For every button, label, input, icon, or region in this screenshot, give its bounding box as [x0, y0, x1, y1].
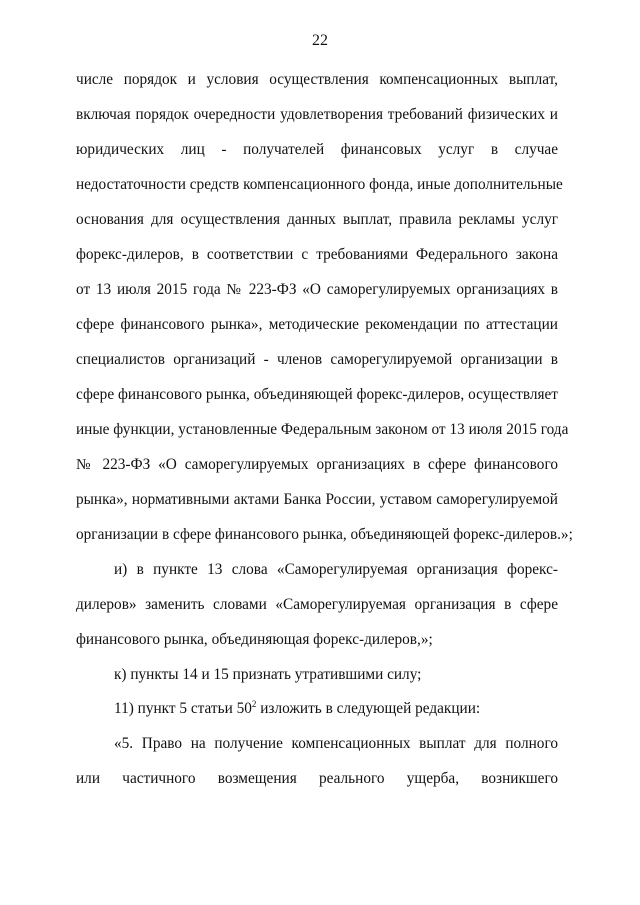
paragraph-1-line-4: недостаточности средств компенсационного фонда, иные дополнительные: [76, 176, 563, 193]
paragraph-1-line-13: рынка», нормативными актами Банка России, уставом саморегулируемой: [76, 491, 558, 508]
paragraph-4-text-start: 11) пункт 5 статьи 50: [114, 700, 252, 717]
paragraph-1-line-9: специалистов организаций - членов саморегулируемой организации в: [76, 351, 558, 368]
paragraph-1-line-11: иные функции, установленные Федеральным законом от 13 июля 2015 года: [76, 421, 569, 438]
paragraph-1-line-14: организации в сфере финансового рынка, объединяющей форекс-дилеров.»;: [76, 526, 573, 543]
paragraph-5-line-1: «5. Право на получение компенсационных выплат для полного: [114, 735, 558, 752]
paragraph-1-line-3: юридических лиц - получателей финансовых услуг в случае: [76, 141, 558, 158]
paragraph-1-line-6: форекс-дилеров, в соответствии с требованиями Федерального закона: [76, 246, 558, 263]
paragraph-4-superscript: 2: [251, 699, 257, 709]
paragraph-2-line-1: и) в пункте 13 слова «Саморегулируемая организация форекс-: [114, 561, 558, 578]
paragraph-1-line-10: сфере финансового рынка, объединяющей форекс-дилеров, осуществляет: [76, 386, 558, 403]
paragraph-5-line-2: или частичного возмещения реального ущерба, возникшего: [76, 770, 558, 787]
paragraph-2-line-2: дилеров» заменить словами «Саморегулируемая организация в сфере: [76, 596, 558, 613]
paragraph-1-line-5: основания для осуществления данных выплат, правила рекламы услуг: [76, 211, 558, 228]
paragraph-3: к) пункты 14 и 15 признать утратившими силу;: [114, 666, 422, 683]
paragraph-4-text-end: изложить в следующей редакции:: [256, 700, 481, 717]
paragraph-1-line-8: сфере финансового рынка», методические рекомендации по аттестации: [76, 316, 558, 333]
paragraph-1-line-2: включая порядок очередности удовлетворения требований физических и: [76, 106, 558, 123]
paragraph-1-line-12: № 223-ФЗ «О саморегулируемых организациях в сфере финансового: [76, 456, 558, 473]
paragraph-4: [114, 699, 558, 719]
paragraph-1-line-7: от 13 июля 2015 года № 223-ФЗ «О саморегулируемых организациях в: [76, 281, 558, 298]
page-number: 22: [312, 32, 328, 49]
paragraph-2-line-3: финансового рынка, объединяющая форекс-дилеров,»;: [76, 631, 433, 648]
paragraph-1-line-1: числе порядок и условия осуществления компенсационных выплат,: [76, 71, 558, 88]
